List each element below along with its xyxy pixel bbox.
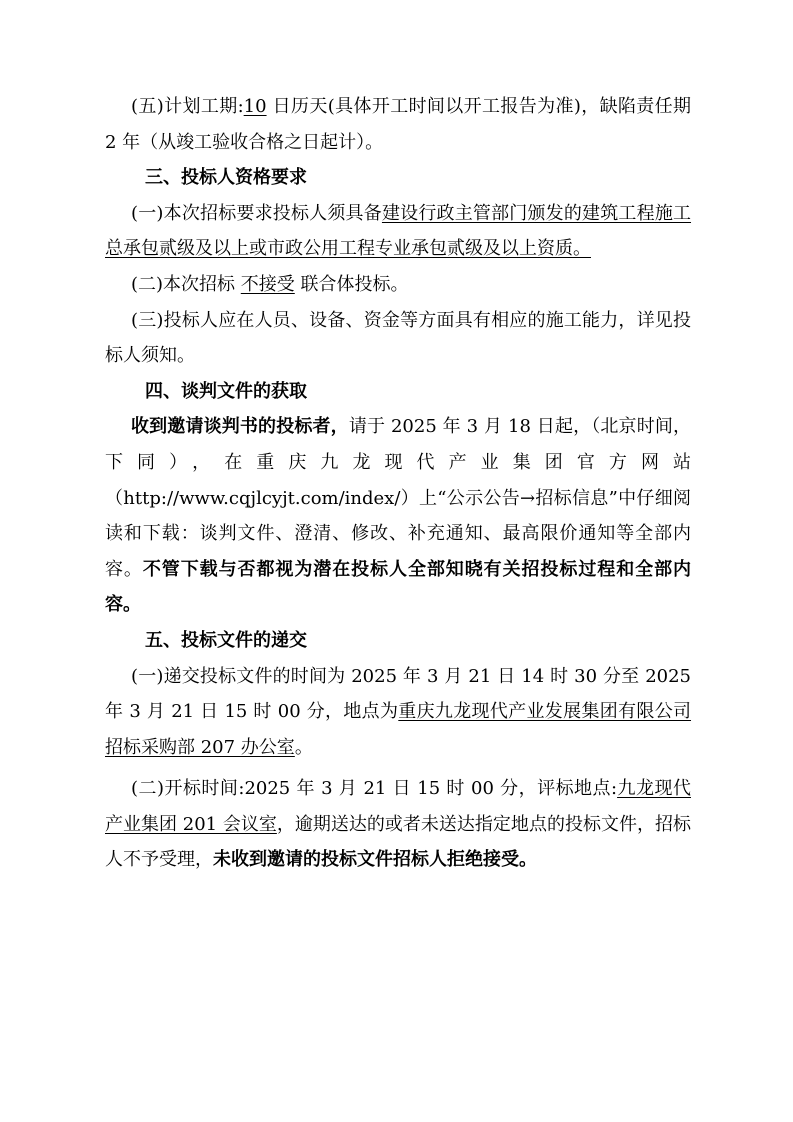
period-days: 10 xyxy=(243,96,267,117)
document-body xyxy=(105,89,691,878)
uninvited-rejection-note: 未收到邀请的投标文件招标人拒绝接受。 xyxy=(213,849,537,871)
paragraph-submission-time xyxy=(105,659,691,766)
late-submission-note: ，逾期送达的或者未送达指定地点的投标文件，招标人不予受理， xyxy=(105,813,691,871)
acquisition-notice: 不管下载与否都视为潜在投标人全部知晓有关招投标过程和全部内容。 xyxy=(105,558,692,616)
consortium-suffix: 联合体投标。 xyxy=(294,273,409,295)
section-heading-submission: 五、投标文件的递交 xyxy=(145,629,307,651)
consortium-intro: (二)本次招标 xyxy=(131,273,241,295)
submission-suffix: 。 xyxy=(294,736,313,758)
paragraph-construction-period xyxy=(105,89,691,160)
paragraph-capability: (三)投标人应在人员、设备、资金等方面具有相应的施工能力，详见投标人须知。 xyxy=(105,309,691,367)
paragraph-bid-opening xyxy=(105,771,691,878)
qualification-detail: 建设行政主管部门颁发的建筑工程施工总承包贰级及以上或市政公用工程专业承包贰级及以上资质。 xyxy=(105,202,692,260)
period-detail: 日历天(具体开工时间以开工报告为准)，缺陷责任期 2 年（从竣工验收合格之日起计）。 xyxy=(105,96,692,153)
acquisition-instructions: 请于 2025 年 3 月 18 日起，（北京时间，下同），在重庆九龙现代产业集团官方网站（http://www.cqjlcyjt.com/index/）上“公示公告→招标信息”中仔细阅读和下载：谈判文件、澄清、修改、补充通知、最高限价通知等全部内容。 xyxy=(105,416,692,580)
paragraph-document-acquisition xyxy=(105,409,691,623)
consortium-value: 不接受 xyxy=(240,273,295,295)
acquisition-recipients: 收到邀请谈判书的投标者， xyxy=(131,416,349,438)
period-label: (五)计划工期: xyxy=(131,96,244,117)
submission-location: 重庆九龙现代产业发展集团有限公司招标采购部 207 办公室 xyxy=(105,701,692,758)
section-heading-document-acquisition: 四、谈判文件的获取 xyxy=(145,380,307,402)
submission-time: (一)递交投标文件的时间为 2025 年 3 月 21 日 14 时 30 分至 2025 年 3 月 21 日 15 时 00 分，地点为 xyxy=(105,665,691,723)
paragraph-consortium xyxy=(105,267,691,303)
evaluation-location: 九龙现代产业集团 201 会议室 xyxy=(105,778,691,835)
paragraph-qualification-requirement xyxy=(105,196,691,267)
opening-time: (二)开标时间:2025 年 3 月 21 日 15 时 00 分，评标地点: xyxy=(131,778,618,800)
qualification-intro: (一)本次招标要求投标人须具备 xyxy=(131,202,382,224)
section-heading-qualifications: 三、投标人资格要求 xyxy=(145,167,307,189)
